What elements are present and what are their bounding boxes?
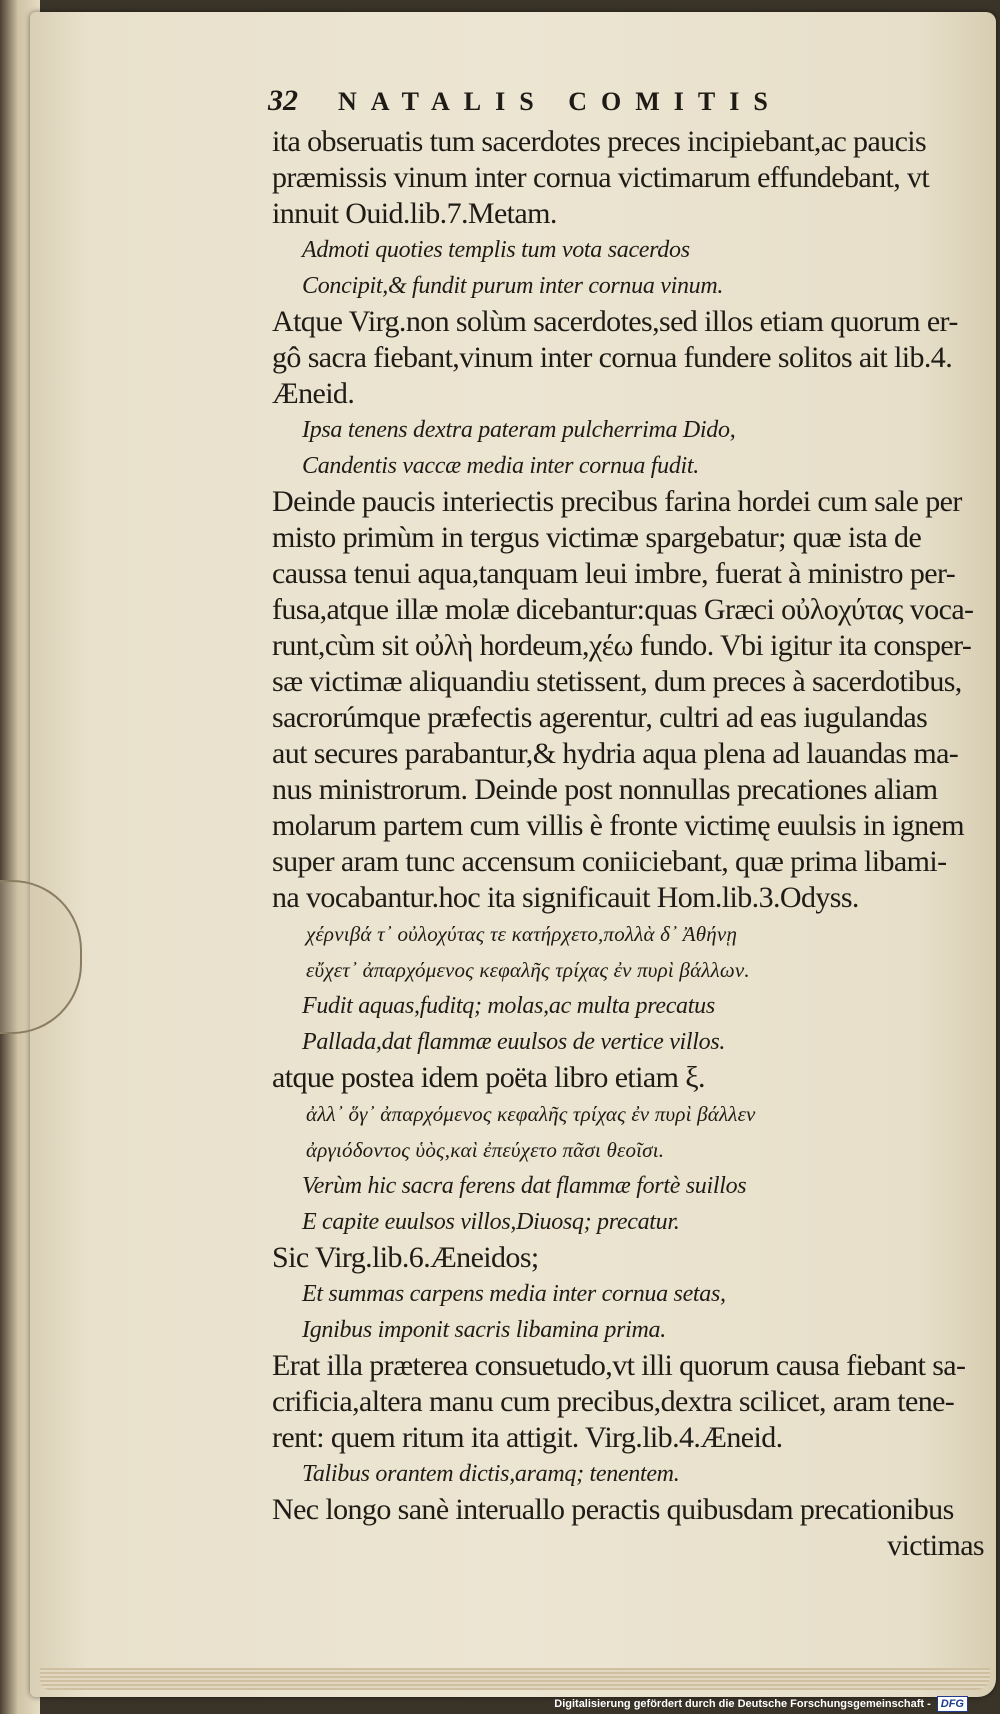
verse-line: Talibus orantem dictis,aramq; tenentem.: [302, 1461, 680, 1487]
verse-line: Ignibus imponit sacris libamina prima.: [302, 1317, 666, 1343]
text-line: Erat illa præterea consuetudo,vt illi quorum causa fiebant sa-: [272, 1349, 966, 1382]
digitization-credit: [554, 1696, 968, 1712]
text-line: Æneid.: [272, 377, 355, 410]
verse-line: Verùm hic sacra ferens dat flammæ fortè suillos: [302, 1173, 747, 1199]
text-line: aut secures parabantur,& hydria aqua plena ad lauandas ma-: [272, 737, 959, 770]
verse-line: Fudit aquas,fuditq; molas,ac multa precatus: [302, 993, 715, 1019]
text-line: Atque Virg.non solùm sacerdotes,sed illos etiam quorum er-: [272, 305, 958, 338]
credit-text: Digitalisierung gefördert durch die Deutsche Forschungsgemeinschaft -: [554, 1698, 931, 1710]
text-line: gô sacra fiebant,vinum inter cornua fundere solitos ait lib.4.: [272, 341, 953, 374]
folio-number: 32: [268, 84, 298, 117]
text-line: caussa tenui aqua,tanquam leui imbre, fuerat à ministro per-: [272, 557, 956, 590]
text-line: Deinde paucis interiectis precibus farina hordei cum sale per: [272, 485, 962, 518]
verse-line: Admoti quoties templis tum vota sacerdos: [302, 237, 690, 263]
catchword: victimas: [887, 1529, 984, 1562]
text-line: super aram tunc accensum coniiciebant, quæ prima libami-: [272, 845, 947, 878]
text-line: rent: quem ritum ita attigit. Virg.lib.4.Æneid.: [272, 1421, 783, 1454]
greek-verse-line: εὔχετ᾽ ἀπαρχόμενος κεφαλῆς τρίχας ἐν πυρὶ βάλλων.: [306, 958, 750, 982]
verse-line: Candentis vaccæ media inter cornua fudit.: [302, 453, 699, 479]
text-line: fusa,atque illæ molæ dicebantur:quas Græci οὐλοχύτας voca-: [272, 593, 974, 626]
verse-line: Pallada,dat flammæ euulsos de vertice villos.: [302, 1029, 726, 1055]
text-line: ita obseruatis tum sacerdotes preces incipiebant,ac paucis: [272, 125, 927, 158]
page-header: [268, 84, 828, 118]
page-stack-edge: [40, 1668, 990, 1690]
verse-line: E capite euulsos villos,Diuosq; precatur.: [302, 1209, 680, 1235]
text-line: runt,cùm sit οὐλὴ hordeum,χέω fundo. Vbi igitur ita consper-: [272, 629, 972, 662]
verse-line: Concipit,& fundit purum inter cornua vinum.: [302, 273, 724, 299]
text-block: [272, 124, 992, 1564]
text-line: atque postea idem poëta libro etiam ξ.: [272, 1061, 705, 1094]
text-line: misto primùm in tergus victimæ spargebatur; quæ ista de: [272, 521, 922, 554]
greek-verse-line: χέρνιβά τ᾽ οὐλοχύτας τε κατήρχετο,πολλὰ δ᾽ Ἀθήνῃ: [306, 922, 738, 946]
text-line: sæ victimæ aliquandiu stetissent, dum preces à sacerdotibus,: [272, 665, 962, 698]
text-line: innuit Ouid.lib.7.Metam.: [272, 197, 557, 230]
dfg-logo-icon: DFG: [937, 1696, 968, 1712]
text-line: sacrorúmque præfectis agerentur, cultri ad eas iugulandas: [272, 701, 928, 734]
text-line: Sic Virg.lib.6.Æneidos;: [272, 1241, 539, 1274]
text-line: crificia,altera manu cum precibus,dextra scilicet, aram tene-: [272, 1385, 955, 1418]
verse-line: Ipsa tenens dextra pateram pulcherrima Dido,: [302, 417, 736, 443]
text-line: Nec longo sanè interuallo peractis quibusdam precationibus: [272, 1493, 954, 1526]
greek-verse-line: ἀλλ᾽ ὅγ᾽ ἀπαρχόμενος κεφαλῆς τρίχας ἐν πυρὶ βάλλεν: [306, 1102, 756, 1126]
text-line: molarum partem cum villis è fronte victimę euulsis in ignem: [272, 809, 964, 842]
running-title: NATALIS COMITIS: [338, 87, 782, 116]
text-line: na vocabantur.hoc ita significauit Hom.lib.3.Odyss.: [272, 881, 859, 914]
text-line: nus ministrorum. Deinde post nonnullas precationes aliam: [272, 773, 938, 806]
greek-verse-line: ἀργιόδοντος ὑὸς,καὶ ἐπεύχετο πᾶσι θεοῖσι.: [306, 1138, 665, 1162]
text-line: præmissis vinum inter cornua victimarum effundebant, vt: [272, 161, 930, 194]
verse-line: Et summas carpens media inter cornua setas,: [302, 1281, 726, 1307]
